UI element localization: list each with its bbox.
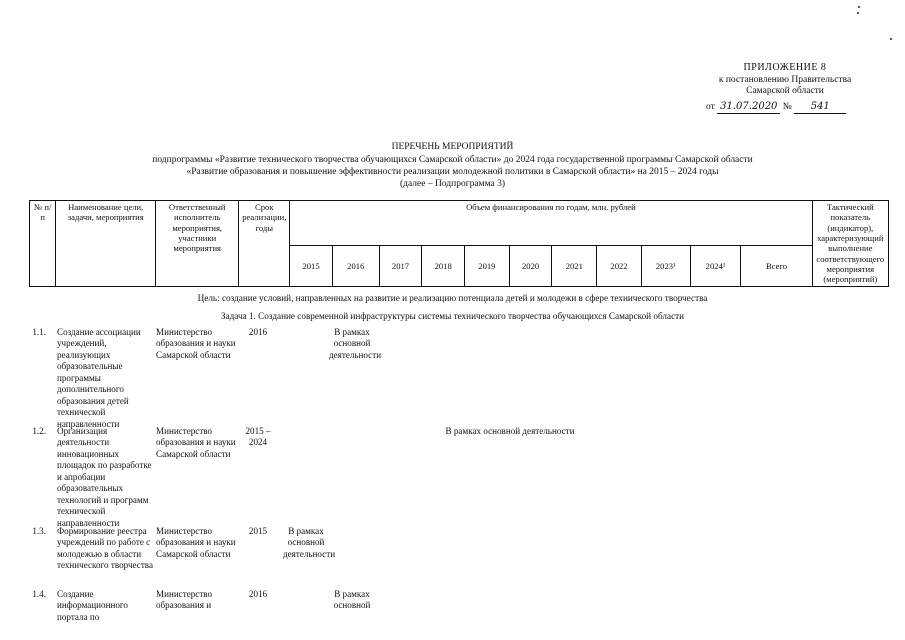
header-financing: Объем финансирования по годам, млн. рублей [290, 201, 812, 246]
year-2023: 2023¹ [641, 245, 690, 286]
header-name: Наименование цели, задачи, мероприятия [56, 201, 156, 287]
scan-speck [890, 38, 892, 40]
appendix-line3: Самарской области [746, 86, 824, 97]
header-num: № п/п [30, 201, 56, 287]
row-1-3-num: 1.3. [32, 526, 46, 536]
row-1-4-num: 1.4. [32, 589, 46, 599]
row-1-3-name: Формирование реестра учреждений по работе с молодежью в области технического творчества [57, 526, 153, 571]
row-1-4-term: 2016 [248, 589, 268, 599]
row-1-3-term: 2015 [248, 526, 268, 536]
year-2022: 2022 [597, 245, 642, 286]
row-1-4-financing: В рамках основной [333, 589, 371, 611]
row-1-1-name: Создание ассоциации учреждений, реализующих образовательные программы дополнительного образования детей технической направленности [57, 327, 141, 429]
from-label: от [706, 102, 715, 112]
row-1-4-name: Создание информационного портала по [57, 589, 128, 622]
year-2015: 2015 [290, 245, 333, 286]
row-1-1-term: 2016 [248, 327, 268, 337]
year-2016: 2016 [332, 245, 379, 286]
row-1-3-financing: В рамках основной деятельности [283, 526, 336, 559]
row-1-2-name: Организация деятельности инновационных площадок по разработке и апробации образовательных технологий и программ технической направленности [57, 426, 152, 528]
handwritten-number: 541 [794, 100, 846, 114]
year-2020: 2020 [509, 245, 552, 286]
activities-table-header [29, 200, 889, 287]
year-2024: 2024¹ [690, 245, 741, 286]
year-total: Всего [741, 245, 812, 286]
heading-line1: подпрограммы «Развитие технического творчества обучающихся Самарской области» до 2024 года государственной программы Самарской области [152, 155, 753, 165]
goal-text: Цель: создание условий, направленных на развитие и реализацию потенциала детей и молодежи в сфере технического творчества [197, 293, 708, 303]
row-1-1-executor: Министерство образования и науки Самарской области [156, 327, 236, 360]
scan-speck [857, 12, 859, 14]
header-indicator: Тактический показатель (индикатор), характеризующий выполнение соответствующего мероприятия (мероприятий) [812, 201, 888, 287]
document-title: ПЕРЕЧЕНЬ МЕРОПРИЯТИЙ [391, 142, 514, 152]
year-2021: 2021 [552, 245, 597, 286]
row-1-3-executor: Министерство образования и науки Самарской области [156, 526, 236, 559]
appendix-block [690, 62, 880, 98]
row-1-2-term: 2015 – 2024 [245, 426, 271, 448]
row-1-2-executor: Министерство образования и науки Самарской области [156, 426, 236, 459]
row-1-1-num: 1.1. [32, 327, 46, 337]
row-1-2-num: 1.2. [32, 426, 46, 436]
row-1-1-financing: В рамках основной деятельности [329, 327, 382, 360]
header-executor: Ответственный исполнитель мероприятия, участники мероприятия [156, 201, 239, 287]
heading-line3: (далее – Подпрограмма 3) [399, 179, 506, 189]
scan-speck [858, 6, 860, 8]
appendix-line2: к постановлению Правительства [718, 74, 852, 85]
signature-line [706, 100, 846, 114]
row-1-4-executor: Министерство образования и [156, 589, 213, 611]
row-1-2-financing: В рамках основной деятельности [445, 426, 575, 436]
year-2019: 2019 [465, 245, 510, 286]
year-2018: 2018 [422, 245, 465, 286]
heading-line2: «Развитие образования и повышение эффективности реализации молодежной политики в Самарской области» на 2015 – 2024 годы [186, 167, 719, 177]
year-2017: 2017 [379, 245, 422, 286]
handwritten-date: 31.07.2020 [717, 100, 780, 114]
appendix-title: ПРИЛОЖЕНИЕ 8 [743, 62, 827, 73]
task-text: Задача 1. Создание современной инфраструктуры системы технического творчества обучающихся Самарской области [220, 311, 685, 321]
number-label: № [782, 102, 792, 112]
header-term: Срок реализации, годы [239, 201, 290, 287]
